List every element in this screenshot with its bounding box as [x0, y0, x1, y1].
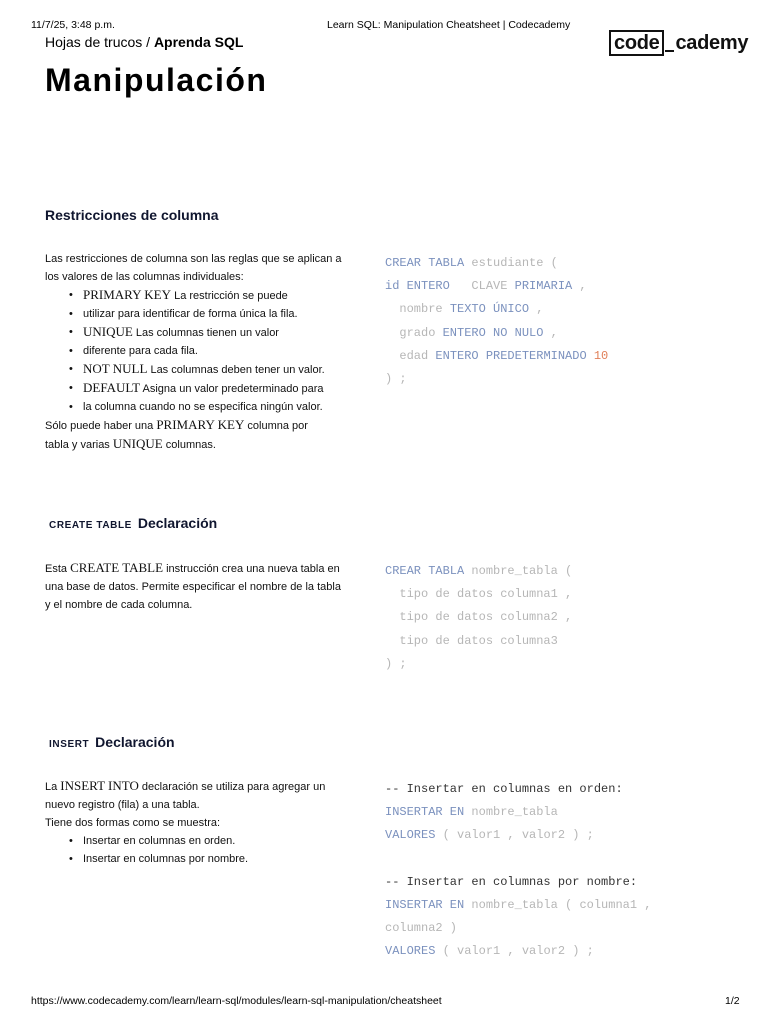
constraints-intro: Las restricciones de columna son las reglas que se aplican a los valores de las columnas individuales:	[45, 253, 342, 283]
print-page-number: 1/2	[725, 995, 740, 1007]
section-title-text: Declaración	[137, 515, 218, 531]
constraints-list	[45, 286, 345, 416]
codecademy-logo[interactable]	[609, 30, 748, 56]
code-block-insert: -- Insertar en columnas en orden: INSERTAR EN nombre_tabla VALORES ( valor1 , valor2 ) ; -- Insertar en columnas por nombre: INSERTAR EN nombre_tabla ( columna1 , columna2 ) VALORES ( valor1 , valor2 ) ;	[385, 782, 652, 959]
logo-rest-text: cademy	[675, 31, 749, 54]
list-item: • NOT NULL Las columnas deben tener un valor.	[45, 360, 345, 379]
logo-box-text: code	[609, 30, 664, 56]
print-datetime: 11/7/25, 3:48 p.m.	[31, 19, 115, 31]
code-block-constraints: CREAR TABLA estudiante ( id ENTERO CLAVE PRIMARIA , nombre TEXTO ÚNICO , grado ENTERO NO NULO , edad ENTERO PREDETERMINADO 10 ) ;	[385, 256, 609, 387]
section-title-insert	[49, 734, 175, 750]
logo-cursor	[665, 50, 674, 52]
breadcrumb	[45, 34, 243, 50]
list-item-continued: • diferente para cada fila.	[45, 342, 345, 360]
list-item-continued: • la columna cuando no se especifica ningún valor.	[45, 398, 345, 416]
breadcrumb-course-link[interactable]: Aprenda SQL	[153, 34, 244, 50]
code-block-create-table: CREAR TABLA nombre_tabla ( tipo de datos columna1 , tipo de datos columna2 , tipo de datos columna3 ) ;	[385, 564, 573, 671]
section-code-word: CREATE TABLE	[49, 520, 132, 531]
print-url[interactable]: https://www.codecademy.com/learn/learn-sql/modules/learn-sql-manipulation/cheatsheet	[31, 995, 442, 1007]
constraints-description	[45, 250, 345, 454]
section-title-constraints: Restricciones de columna	[45, 207, 219, 223]
list-item-continued: • utilizar para identificar de forma única la fila.	[45, 305, 345, 323]
section-title-create-table	[49, 515, 217, 531]
breadcrumb-prefix: Hojas de trucos /	[45, 34, 154, 50]
list-item: • Insertar en columnas en orden.	[45, 832, 345, 850]
create-table-description: Esta CREATE TABLE instrucción crea una nueva tabla en una base de datos. Permite especificar el nombre de la tabla y el nombre de cada columna.	[45, 560, 341, 611]
list-item: • DEFAULT Asigna un valor predeterminado para	[45, 379, 345, 398]
list-item: • UNIQUE Las columnas tienen un valor	[45, 323, 345, 342]
page-title: Manipulación	[45, 62, 268, 98]
insert-list	[45, 832, 345, 868]
section-title-text: Declaración	[95, 734, 175, 750]
list-item: • Insertar en columnas por nombre.	[45, 850, 345, 868]
constraints-outro: Sólo puede haber una PRIMARY KEY columna por tabla y varias UNIQUE columnas.	[45, 417, 308, 451]
print-doc-title: Learn SQL: Manipulation Cheatsheet | Codecademy	[327, 19, 571, 31]
section-code-word: INSERT	[49, 739, 90, 750]
list-item: • PRIMARY KEY La restricción se puede	[45, 286, 345, 305]
insert-description: La INSERT INTO declaración se utiliza para agregar un nuevo registro (fila) a una tabla. Tiene dos formas como se muestra: • Insertar en columnas en orden. • Insertar en columnas por nombre.	[45, 777, 345, 868]
